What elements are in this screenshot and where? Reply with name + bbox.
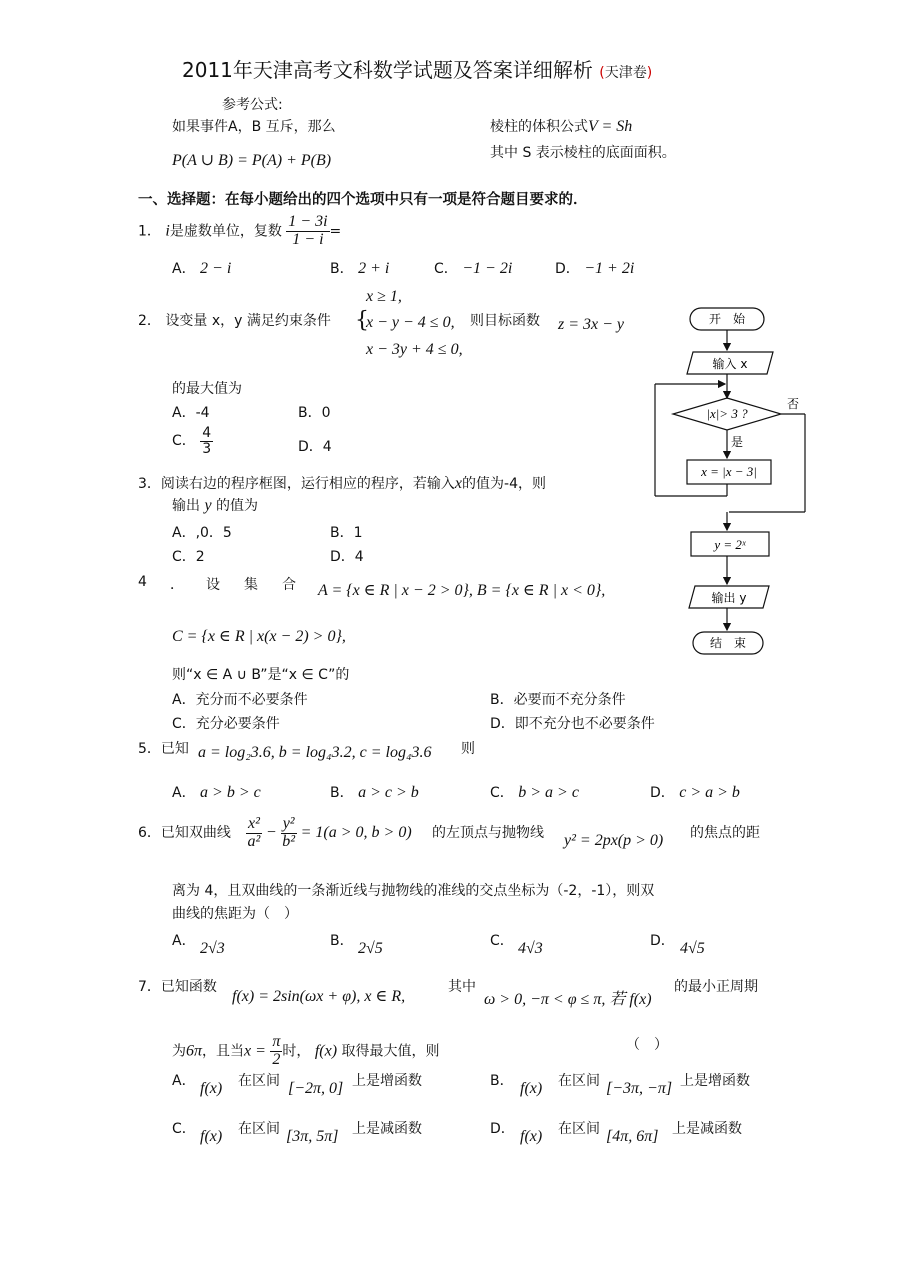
- option-label: A．: [172, 785, 196, 801]
- q7-text2: 其中: [448, 979, 476, 995]
- q5-expr: a = log₂3.6, b = log₄3.2, c = log₄3.6: [198, 744, 432, 761]
- page-title: [182, 54, 652, 83]
- q7-option-d-interval: [4π, 6π]: [606, 1128, 659, 1145]
- option-value: -4: [195, 405, 210, 421]
- q2-objective: z = 3x − y: [558, 316, 625, 333]
- fraction-numerator: x²: [248, 815, 260, 832]
- q7-option-c: [172, 1118, 196, 1138]
- q4-word-1: 设: [206, 577, 220, 593]
- q7-option-d-f: f(x): [520, 1128, 543, 1145]
- flow-condition: |x|> 3 ?: [706, 406, 748, 421]
- q2-text: 设变量 x，y 满足约束条件: [165, 313, 331, 329]
- option-label: A．: [172, 692, 196, 708]
- fraction-numerator: π: [272, 1033, 281, 1050]
- q7-text: 时，: [282, 1043, 311, 1060]
- q3-var: x: [454, 475, 463, 492]
- option-label: D．: [555, 261, 580, 277]
- q6-rest: = 1(a > 0, b > 0): [300, 823, 412, 841]
- question-7: [138, 976, 217, 996]
- option-label: A．: [172, 405, 196, 421]
- q7-x-eq: x =: [244, 1042, 266, 1060]
- option-value: ,0．5: [195, 525, 232, 541]
- option-label: D．: [650, 933, 675, 949]
- option-value: 2: [195, 549, 205, 565]
- option-value: −1 − 2i: [462, 260, 513, 277]
- q2-option-a: [172, 402, 210, 422]
- q1-var: i: [165, 222, 170, 240]
- q1-option-c: [434, 258, 512, 278]
- q7-line2: [172, 1034, 440, 1069]
- q4-set-c: C = {x ∈ R | x(x − 2) > 0},: [172, 628, 346, 645]
- option-value: 2 − i: [200, 260, 232, 277]
- formula-right-text: [490, 116, 632, 136]
- q6-hyperbola: $\frac{\text{x²}}{\text{a²}}$ − $\frac{\text{y²}}{\text{b²}}$ = 1(a > 0, b > 0): [247, 815, 412, 850]
- option-value: 必要而不充分条件: [513, 692, 626, 708]
- q6-option-c: [490, 930, 514, 950]
- q7-option-a-f: f(x): [200, 1080, 223, 1097]
- fraction-numerator: 4: [202, 425, 212, 441]
- option-label: D．: [650, 785, 675, 801]
- option-label: B．: [330, 785, 354, 801]
- q3-text: 阅读右边的程序框图，运行相应的程序，若输入: [160, 476, 455, 492]
- flow-output: 输出 y: [711, 591, 747, 605]
- option-label: C．: [434, 261, 458, 277]
- option-value: 即不充分也不必要条件: [514, 716, 655, 732]
- flow-start: 开 始: [708, 312, 746, 326]
- q1-fraction: [286, 214, 329, 249]
- option-label: B．: [330, 525, 354, 541]
- question-6: [138, 822, 231, 842]
- option-label: C．: [172, 433, 196, 450]
- option-label: D．: [490, 716, 515, 732]
- q1-numerator: 1 − 3i: [288, 213, 328, 230]
- q7-option-b-f: f(x): [520, 1080, 543, 1097]
- q5-option-b: [330, 782, 419, 802]
- title-sub: 天津卷: [604, 65, 647, 81]
- q4-option-a: [172, 689, 308, 709]
- q5-option-a: [172, 782, 261, 802]
- q3-option-a: [172, 522, 232, 542]
- question-5: [138, 738, 189, 758]
- option-label: A．: [172, 525, 196, 541]
- q6-frac-x: [246, 816, 262, 851]
- formula-right-note: 其中 S 表示棱柱的底面面积。: [490, 145, 676, 161]
- q7-condition: ω > 0, −π < φ ≤ π, 若 f(x): [484, 991, 652, 1008]
- option-label: C．: [490, 785, 514, 801]
- option-label: A．: [172, 933, 196, 949]
- q7-text: 已知函数: [160, 979, 217, 995]
- option-label: B．: [490, 1073, 514, 1089]
- q5-number: 5．: [138, 741, 161, 757]
- formula-left-expr: P(A ∪ B) = P(A) + P(B): [172, 152, 332, 169]
- q6-text2: 的左顶点与抛物线: [432, 825, 544, 841]
- option-label: B．: [330, 933, 354, 949]
- q5-option-c: [490, 782, 579, 802]
- q4-word-2: 集: [244, 577, 258, 593]
- question-3: [138, 473, 546, 493]
- q4-number: 4: [138, 574, 147, 590]
- flow-end: 结 束: [709, 636, 747, 650]
- q4-word-3: 合: [282, 577, 296, 593]
- flow-no-label: 否: [787, 397, 800, 411]
- q1-eq: =: [329, 223, 342, 240]
- option-label: A．: [172, 261, 196, 277]
- q6-option-d: [650, 930, 675, 950]
- flow-calc: y = 2ˣ: [714, 537, 746, 552]
- q3-text3: 输出: [172, 498, 200, 514]
- q4-option-b: [490, 689, 626, 709]
- fraction-numerator: y²: [282, 815, 295, 832]
- q6-option-b-value: 2√5: [358, 940, 383, 957]
- option-value: −1 + 2i: [584, 260, 635, 277]
- q1-option-b: [330, 258, 389, 278]
- option-label: B．: [330, 261, 354, 277]
- flow-yes-label: 是: [731, 435, 744, 449]
- q5-text: 已知: [160, 741, 189, 757]
- q2-option-c: [172, 426, 213, 456]
- q3-option-c: [172, 546, 205, 566]
- q1-text: 是虚数单位，复数: [169, 223, 282, 240]
- q7-option-d: [490, 1118, 515, 1138]
- q3-var-y: y: [204, 497, 212, 514]
- q1-option-a: [172, 258, 231, 278]
- question-2: [138, 310, 331, 330]
- q2-c-fraction: [200, 426, 213, 456]
- q6-frac-y: [281, 816, 297, 851]
- option-label: C．: [172, 716, 196, 732]
- q4-option-c: [172, 713, 280, 733]
- q7-option-a-t1: 在区间: [238, 1073, 280, 1089]
- option-value: 充分而不必要条件: [195, 692, 308, 708]
- q5-option-d: [650, 782, 740, 802]
- q2-option-b: [298, 402, 331, 422]
- q7-period: 6π: [186, 1042, 203, 1060]
- option-value: 2 + i: [358, 260, 390, 277]
- q7-option-c-t2: 上是减函数: [352, 1121, 422, 1137]
- flow-assign: x = |x − 3|: [701, 464, 757, 479]
- q7-option-b-interval: [−3π, −π]: [606, 1080, 673, 1097]
- question-1: [138, 214, 341, 249]
- q3-text4: 的值为: [216, 498, 259, 514]
- q2-number: 2．: [138, 313, 161, 329]
- title-main: 2011年天津高考文科数学试题及答案详细解析: [182, 58, 593, 82]
- option-value: 1: [353, 525, 363, 541]
- q7-option-a-t2: 上是增函数: [352, 1073, 422, 1089]
- q6-text: 已知双曲线: [160, 825, 231, 841]
- q7-number: 7．: [138, 979, 161, 995]
- q7-fx: f(x): [314, 1042, 338, 1060]
- fraction-denominator: 2: [272, 1050, 281, 1068]
- q6-option-a-value: 2√3: [200, 940, 225, 957]
- formula-left-text: 如果事件A，B 互斥，那么: [172, 119, 336, 135]
- q6-option-a: [172, 930, 196, 950]
- q7-function: f(x) = 2sin(ωx + φ), x ∈ R,: [232, 988, 406, 1005]
- formula-right-label: 棱柱的体积公式: [490, 119, 588, 135]
- option-value: 4: [322, 439, 332, 455]
- q7-option-c-t1: 在区间: [238, 1121, 280, 1137]
- fraction-denominator: b²: [282, 832, 296, 850]
- option-label: C．: [172, 549, 196, 565]
- flow-input: 输入 x: [712, 357, 748, 371]
- q3-option-d: [330, 546, 364, 566]
- q1-option-d: [555, 258, 634, 278]
- q6-line3: 曲线的焦距为（ ）: [172, 906, 298, 922]
- q7-text: 为: [172, 1043, 186, 1060]
- q2-constraint-1: x ≥ 1,: [366, 288, 402, 305]
- q1-number: 1．: [138, 223, 161, 240]
- option-label: B．: [490, 692, 514, 708]
- q5-text2: 则: [461, 741, 475, 757]
- q7-blank: （ ）: [626, 1037, 668, 1053]
- q7-option-b-t2: 上是增函数: [680, 1073, 750, 1089]
- option-label: A．: [172, 1073, 196, 1089]
- title-paren: ): [646, 65, 653, 81]
- q2-brace: {: [355, 308, 369, 333]
- q3-text2: 的值为-4，则: [462, 476, 546, 492]
- q4-text: 则“x ∈ A ∪ B”是“x ∈ C”的: [172, 667, 350, 683]
- flowchart: [645, 300, 820, 662]
- option-label: C．: [490, 933, 514, 949]
- q6-line2: 离为 4，且双曲线的一条渐近线与抛物线的准线的交点坐标为（-2，-1），则双: [172, 883, 655, 899]
- option-value: 4: [354, 549, 364, 565]
- q7-text3: 的最小正周期: [674, 979, 758, 995]
- q6-option-d-value: 4√5: [680, 940, 705, 957]
- q3-option-b: [330, 522, 363, 542]
- q6-number: 6．: [138, 825, 161, 841]
- q4-option-d: [490, 713, 655, 733]
- formula-right-expr: V = Sh: [588, 118, 633, 135]
- option-value: c > a > b: [679, 784, 740, 801]
- q7-option-d-t1: 在区间: [558, 1121, 600, 1137]
- q7-option-c-interval: [3π, 5π]: [286, 1128, 339, 1145]
- q4-sets: A = {x ∈ R | x − 2 > 0}, B = {x ∈ R | x < 0},: [318, 582, 606, 599]
- title-paren: (: [599, 65, 605, 81]
- option-label: B．: [298, 405, 322, 421]
- q4-dot: ．: [170, 577, 184, 593]
- option-label: C．: [172, 1121, 196, 1137]
- q3-line2: [172, 495, 258, 515]
- option-label: D．: [490, 1121, 515, 1137]
- fraction-denominator: a²: [247, 832, 261, 850]
- option-value: 0: [321, 405, 331, 421]
- q7-option-d-t2: 上是减函数: [672, 1121, 742, 1137]
- q2-constraint-2: x − y − 4 ≤ 0,: [366, 314, 455, 331]
- q6-parabola: y² = 2px(p > 0): [564, 832, 664, 849]
- q7-option-b: [490, 1070, 514, 1090]
- q7-pi-over-2: [270, 1034, 282, 1069]
- q7-option-a-interval: [−2π, 0]: [288, 1080, 344, 1097]
- q7-option-a: [172, 1070, 196, 1090]
- q2-constraint-3: x − 3y + 4 ≤ 0,: [366, 341, 463, 358]
- q2-text3: 的最大值为: [172, 381, 242, 397]
- option-value: 充分必要条件: [195, 716, 280, 732]
- q6-text3: 的焦点的距: [690, 825, 760, 841]
- q7-text: ，且当: [202, 1043, 245, 1060]
- option-value: a > b > c: [200, 784, 261, 801]
- q1-denominator: 1 − i: [292, 230, 324, 248]
- q6-option-b: [330, 930, 354, 950]
- q2-text2: 则目标函数: [470, 313, 540, 329]
- q3-number: 3．: [138, 476, 161, 492]
- q7-text: 取得最大值，则: [341, 1043, 440, 1060]
- q7-option-c-f: f(x): [200, 1128, 223, 1145]
- q7-option-b-t1: 在区间: [558, 1073, 600, 1089]
- option-label: D．: [330, 549, 355, 565]
- option-label: D．: [298, 439, 323, 455]
- option-value: a > c > b: [358, 784, 419, 801]
- q6-option-c-value: 4√3: [518, 940, 543, 957]
- fraction-denominator: 3: [202, 440, 212, 457]
- formula-heading: 参考公式:: [222, 97, 283, 113]
- q2-option-d: [298, 436, 332, 456]
- section-heading: 一、选择题：在每小题给出的四个选项中只有一项是符合题目要求的．: [138, 192, 588, 208]
- option-value: b > a > c: [518, 784, 579, 801]
